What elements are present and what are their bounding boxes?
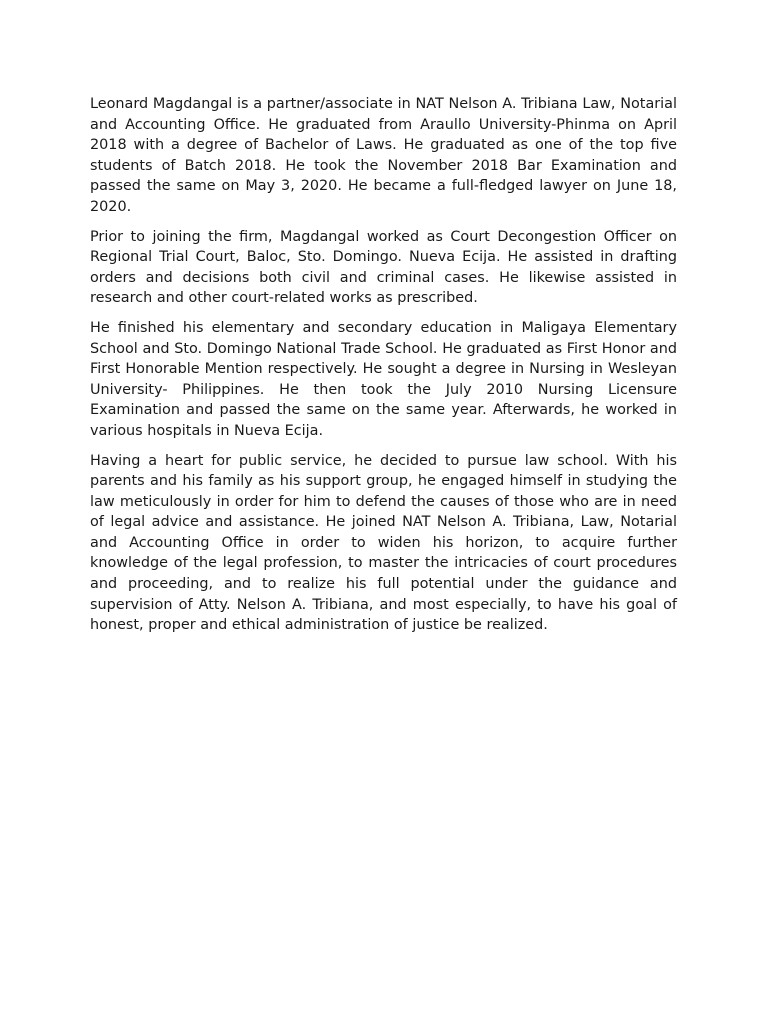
document-page: [90, 94, 677, 645]
paragraph-education: He finished his elementary and secondary education in Maligaya Elementary School and Sto. Domingo National Trade School. He graduated as First Honor and First Honorable Mention respectively. He sought a degree in Nursing in Wesleyan University- Philippines. He then took the July 2010 Nursing Licensure Examination and passed the same on the same year. Afterwards, he worked in various hospitals in Nueva Ecija.: [90, 319, 677, 439]
paragraph-profile-intro: Leonard Magdangal is a partner/associate in NAT Nelson A. Tribiana Law, Notarial and Accounting Office. He graduated from Araullo University-Phinma on April 2018 with a degree of Bachelor of Laws. He graduated as one of the top five students of Batch 2018. He took the November 2018 Bar Examination and passed the same on May 3, 2020. He became a full-fledged lawyer on June 18, 2020.: [90, 96, 677, 215]
paragraph-prior-work: Prior to joining the firm, Magdangal worked as Court Decongestion Officer on Regional Trial Court, Baloc, Sto. Domingo. Nueva Ecija. He assisted in drafting orders and decisions both civil and criminal cases. He likewise assisted in research and other court-related works as prescribed.: [90, 228, 677, 307]
paragraph-public-service: Having a heart for public service, he decided to pursue law school. With his parents and his family as his support group, he engaged himself in studying the law meticulously in order for him to defend the causes of those who are in need of legal advice and assistance. He joined NAT Nelson A. Tribiana, Law, Notarial and Accounting Office in order to widen his horizon, to acquire further knowledge of the legal profession, to master the intricacies of court procedures and proceeding, and to realize his full potential under the guidance and supervision of Atty. Nelson A. Tribiana, and most especially, to have his goal of honest, proper and ethical administration of justice be realized.: [90, 452, 677, 634]
